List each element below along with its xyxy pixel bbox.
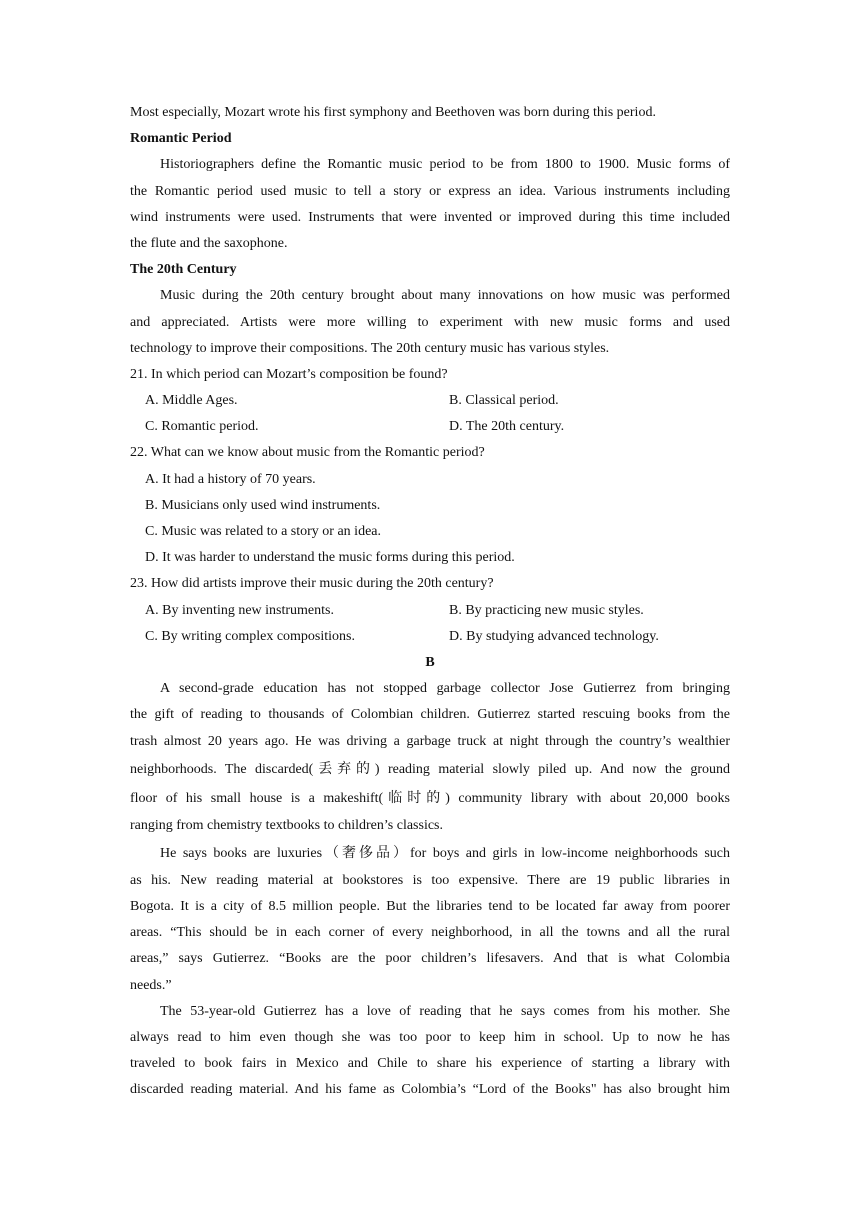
p1-line-4: neighborhoods. The discarded(丢弃的) reading material slowly piled up. And now the ground — [130, 761, 730, 777]
p1-line-2: the gift of reading to thousands of Colombian children. Gutierrez started rescuing books from the — [130, 707, 730, 723]
p2-line-4: areas. “This should be in each corner of every neighborhood, in all the towns and all the rural — [130, 925, 730, 941]
p3-line-4: discarded reading material. And his fame as Colombia’s “Lord of the Books" has also brought him — [130, 1082, 730, 1098]
romantic-line-4: the flute and the saxophone. — [130, 235, 288, 251]
century20-line-2: and appreciated. Artists were more willing to experiment with new music forms and used — [130, 314, 730, 330]
question-22-option-c: C. Music was related to a story or an idea. — [145, 524, 381, 539]
question-21-option-a: A. Middle Ages. — [145, 393, 238, 409]
question-21-options-row-2 — [130, 414, 730, 440]
question-23-option-c: C. By writing complex compositions. — [145, 628, 355, 644]
question-22-stem: 22. What can we know about music from the Romantic period? — [130, 445, 485, 461]
question-23-option-b: B. By practicing new music styles. — [449, 602, 644, 618]
p2-line-1: He says books are luxuries（奢侈品）for boys and girls in low-income neighborhoods such — [160, 845, 730, 861]
p1-line-3: trash almost 20 years ago. He was driving a garbage truck at night through the country’s wealthier — [130, 733, 730, 749]
p3-line-2: always read to him even though she was too poor to keep him in school. Up to now he has — [130, 1030, 730, 1045]
p2-line-6: needs.” — [130, 977, 172, 993]
question-23-options-row-2 — [130, 624, 730, 650]
p2-line-5: areas,” says Gutierrez. “Books are the poor children’s lifesavers. And that is what Colombia — [130, 951, 730, 967]
century20-line-1: Music during the 20th century brought about many innovations on how music was performed — [160, 288, 730, 304]
document-page — [130, 100, 730, 1104]
section-b-paragraph-2 — [130, 839, 730, 999]
question-22-option-b: B. Musicians only used wind instruments. — [145, 497, 381, 513]
question-23-option-a: A. By inventing new instruments. — [145, 602, 334, 618]
p3-line-1: The 53-year-old Gutierrez has a love of reading that he says comes from his mother. She — [160, 1003, 730, 1019]
romantic-line-2: the Romantic period used music to tell a story or express an idea. Various instruments including — [130, 183, 730, 199]
section-b-title: B — [425, 654, 435, 670]
romantic-heading: Romantic Period — [130, 131, 232, 147]
question-22-option-d: D. It was harder to understand the music forms during this period. — [145, 550, 515, 566]
question-21-option-c: C. Romantic period. — [145, 419, 259, 435]
section-b-paragraph-1 — [130, 676, 730, 839]
p1-line-1: A second-grade education has not stopped garbage collector Jose Gutierrez from bringing — [160, 681, 730, 697]
century20-heading: The 20th Century — [130, 262, 237, 278]
p1-line-6: ranging from chemistry textbooks to children’s classics. — [130, 817, 443, 833]
romantic-line-1: Historiographers define the Romantic music period to be from 1800 to 1900. Music forms of — [160, 157, 730, 173]
p3-line-3: traveled to book fairs in Mexico and Chile to share his experience of starting a library with — [130, 1056, 730, 1072]
question-21-option-b: B. Classical period. — [449, 393, 559, 409]
question-21-option-d: D. The 20th century. — [449, 419, 565, 435]
question-22-option-a: A. It had a history of 70 years. — [145, 471, 316, 487]
intro-line: Most especially, Mozart wrote his first symphony and Beethoven was born during this period. — [130, 105, 656, 120]
question-23-option-d: D. By studying advanced technology. — [449, 628, 659, 644]
p2-line-3: Bogota. It is a city of 8.5 million people. But the libraries tend to be located far away from poorer — [130, 899, 730, 915]
question-23-options-row-1 — [130, 598, 730, 624]
question-21-options-row-1 — [130, 388, 730, 414]
romantic-line-3: wind instruments were used. Instruments that were invented or improved during this time included — [130, 209, 730, 225]
p1-line-5: floor of his small house is a makeshift(临时的) community library with about 20,000 books — [130, 790, 730, 806]
p2-line-2: as his. New reading material at bookstores is too expensive. There are 19 public libraries in — [130, 872, 730, 888]
question-23-stem: 23. How did artists improve their music during the 20th century? — [130, 576, 494, 592]
century20-line-3: technology to improve their compositions. The 20th century music has various styles. — [130, 340, 610, 356]
question-21-stem: 21. In which period can Mozart’s composition be found? — [130, 366, 448, 382]
section-b-paragraph-3 — [130, 999, 730, 1104]
